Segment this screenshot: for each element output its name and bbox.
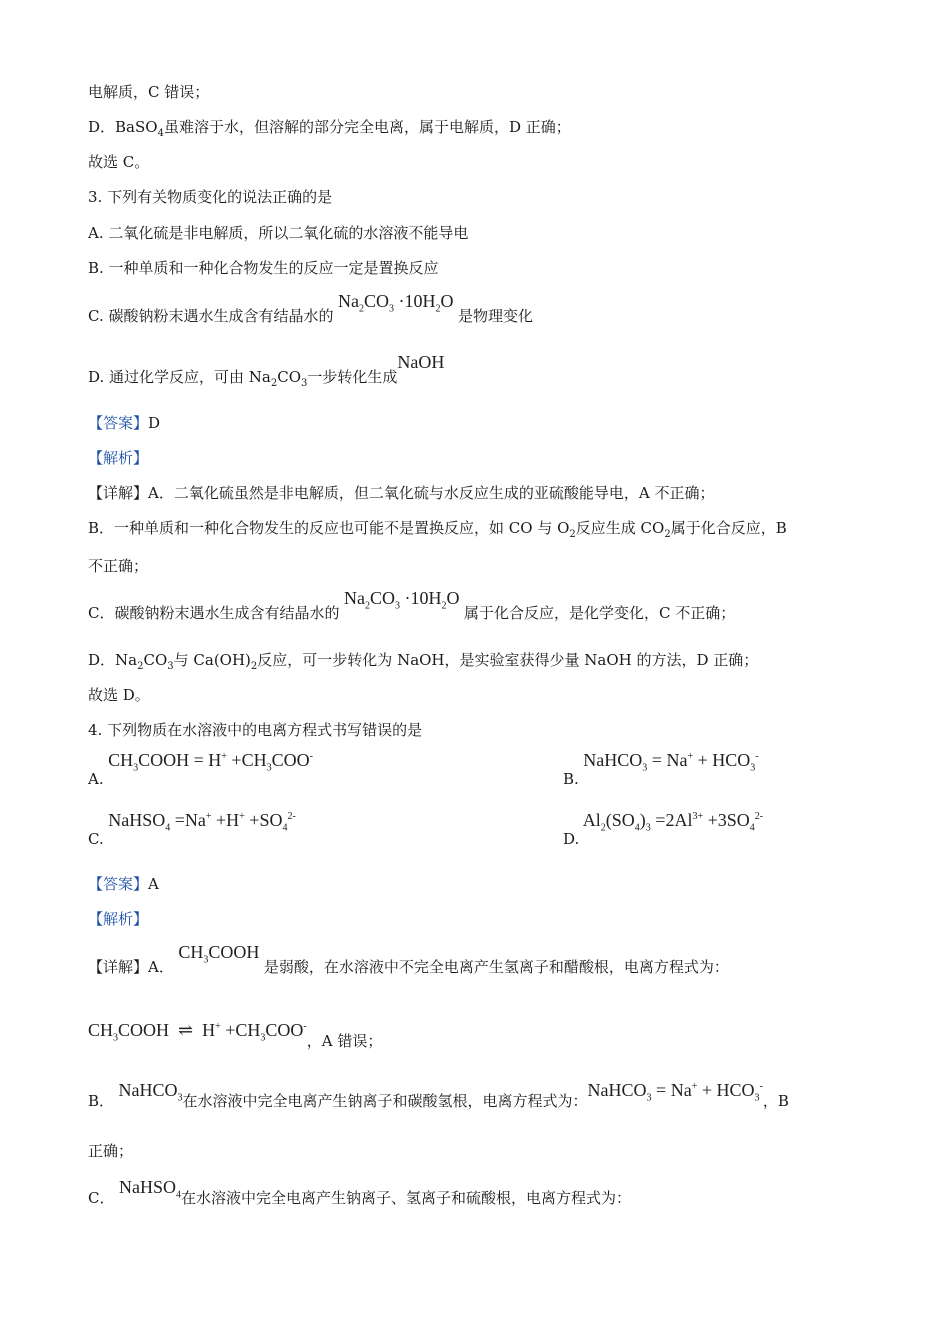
text-line: D．BaSO$_4$虽难溶于水，但溶解的部分完全电离，属于电解质，D 正确； (88, 118, 571, 139)
equation-ch3cooh-ionization: $CH_3COOH$ ⇌ $H^+ +CH_3COO^-$ (88, 1020, 307, 1044)
answer-3: 【答案】D (88, 414, 161, 432)
equation-4d: $Al_2(SO_4)_3 =2Al^{3+} +3SO_4^{2-}$ (579, 810, 764, 834)
detail-3c: C．碳酸钠粉末遇水生成含有结晶水的 $Na_2CO_3 \cdot 10H_2O$ 属于化合反应，是化学变化，C 不正确； (88, 588, 736, 622)
text-line: 不正确； (88, 557, 149, 575)
analysis-3-heading: 【解析】 (88, 449, 149, 467)
formula-nahco3: NaHCO$_3$ (114, 1080, 183, 1104)
option-3a: A. 二氧化硫是非电解质，所以二氧化硫的水溶液不能导电 (88, 224, 469, 242)
detail-4a-equation: $CH_3COOH$ ⇌ $H^+ +CH_3COO^-$，A 错误； (88, 1020, 383, 1050)
analysis-4-heading: 【解析】 (88, 910, 149, 928)
text-line: 正确； (88, 1142, 134, 1160)
option-3b: B. 一种单质和一种化合物发生的反应一定是置换反应 (88, 259, 439, 277)
detail-3a: 【详解】A．二氧化硫虽然是非电解质，但二氧化硫与水反应生成的亚硫酸能导电，A 不正确； (88, 484, 715, 502)
text-line: 故选 D。 (88, 686, 150, 704)
options-4-row2: C. NaHSO$_4$ $=Na^+ +H^+ +SO_4^{2-}$ D. $Al_2(SO_4)_3 =2Al^{3+} +3SO_4^{2-}$ (88, 810, 764, 848)
text-line: 故选 C。 (88, 153, 150, 171)
formula-na2co3-10h2o: $Na_2CO_3 \cdot 10H_2O$ (333, 291, 458, 315)
equation-4a: $CH_3COOH = H^+ +CH_3COO^-$ (103, 750, 313, 774)
question-3: 3. 下列有关物质变化的说法正确的是 (88, 188, 333, 206)
answer-4: 【答案】A (88, 875, 159, 893)
question-4: 4. 下列物质在水溶液中的电离方程式书写错误的是 (88, 721, 423, 739)
formula-na2co3-10h2o: $Na_2CO_3 \cdot 10H_2O$ (339, 588, 464, 612)
option-3d: D. 通过化学反应，可由 $Na_2CO_3$一步转化生成NaOH (88, 352, 445, 389)
detail-3d: D．$Na_2CO_3$与 $Ca(OH)_2$反应，可一步转化为 NaOH，是实验室获得少量 NaOH 的方法，D 正确； (88, 651, 759, 672)
options-4-row1: A. $CH_3COOH = H^+ +CH_3COO^-$ B. NaHCO$_3$ = $Na^+ + HCO_3^-$ (88, 750, 759, 788)
detail-3b: B．一种单质和一种化合物发生的反应也可能不是置换反应，如 CO 与 $O_2$反应生成 $CO_2$属于化合反应，B (88, 519, 787, 540)
option-3c: C. 碳酸钠粉末遇水生成含有结晶水的 $Na_2CO_3 \cdot 10H_2O$ 是物理变化 (88, 291, 534, 325)
equation-4c: NaHSO$_4$ $=Na^+ +H^+ +SO_4^{2-}$ (103, 810, 296, 834)
detail-4a: 【详解】A． $CH_3COOH$ 是弱酸，在水溶液中不完全电离产生氢离子和醋酸根，电离方程式为： (88, 942, 729, 976)
formula-naoh: NaOH (397, 352, 445, 372)
formula-ch3cooh: $CH_3COOH$ (173, 942, 264, 966)
text-line: 电解质，C 错误； (88, 83, 210, 101)
detail-4b: B． NaHCO$_3$在水溶液中完全电离产生钠离子和碳酸氢根，电离方程式为：NaHCO$_3$ = $Na^+ + HCO_3^-$，B (88, 1080, 789, 1110)
formula-nahso4: NaHSO$_4$ (114, 1177, 181, 1201)
equation-nahco3-ionization: NaHCO$_3$ = $Na^+ + HCO_3^-$ (587, 1080, 763, 1104)
equation-4b: NaHCO$_3$ = $Na^+ + HCO_3^-$ (578, 750, 759, 774)
detail-4c: C． NaHSO$_4$在水溶液中完全电离产生钠离子、氢离子和硫酸根，电离方程式为： (88, 1177, 631, 1207)
